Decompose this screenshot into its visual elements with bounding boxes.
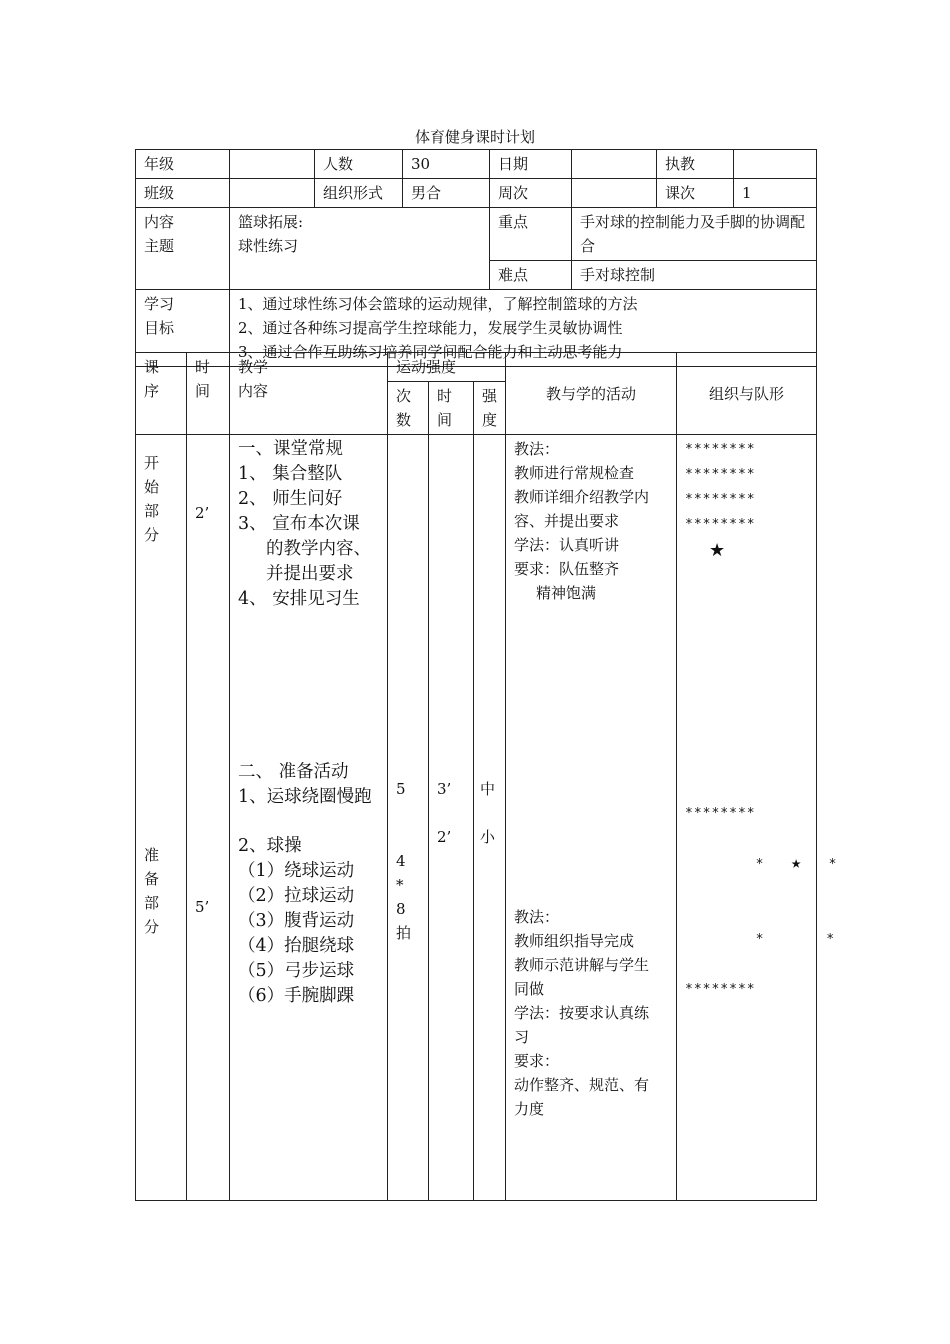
dur-header: 时 间 <box>429 382 474 435</box>
reps-value: * <box>396 876 404 894</box>
content2-item: 1、运球绕圈慢跑 <box>238 787 372 807</box>
formation1-row: ******** <box>685 517 756 532</box>
activity2-line: 教师组织指导完成 <box>514 932 635 950</box>
goal-item: 2、通过各种练习提高学生控球能力，发展学生灵敏协调性 <box>238 319 623 337</box>
time-header: 时 间 <box>187 353 230 435</box>
prep-section-char: 分 <box>144 918 160 936</box>
teacher-star-icon: ★ <box>790 853 803 873</box>
activity1-line: 学法：认真听讲 <box>514 536 620 554</box>
teacher-value <box>734 150 817 179</box>
difficulty-label: 难点 <box>490 261 572 290</box>
teacher-star-icon: ★ <box>709 540 726 561</box>
prep-time: 5’ <box>195 898 210 916</box>
formation2-row: ******** <box>685 982 756 997</box>
start-section-char: 分 <box>144 526 160 544</box>
start-section-char: 始 <box>144 478 160 496</box>
difficulty-value: 手对球控制 <box>572 261 817 290</box>
activity1-line: 精神饱满 <box>536 584 597 602</box>
formation1-row: ******** <box>685 467 756 482</box>
str-header: 强 度 <box>474 382 506 435</box>
start-section-char: 开 <box>144 454 160 472</box>
activity1-line: 要求：队伍整齐 <box>514 560 620 578</box>
reps-value: 4 <box>396 852 406 870</box>
activity1-line: 教师进行常规检查 <box>514 464 635 482</box>
activity-header: 教与学的活动 <box>506 353 677 435</box>
content1-item: 并提出要求 <box>266 564 354 584</box>
formation1-row: ******** <box>685 492 756 507</box>
org-value: 男合 <box>403 179 490 208</box>
goals-label: 学习 目标 <box>136 290 230 367</box>
count-value: 30 <box>403 150 490 179</box>
strength-value: 中 <box>480 780 496 798</box>
lesson-value: 1 <box>734 179 817 208</box>
activity2-line: 教师示范讲解与学生 <box>514 956 650 974</box>
start-section-char: 部 <box>144 502 160 520</box>
start-time: 2’ <box>195 504 210 522</box>
header-table <box>135 149 817 367</box>
content2-sub: （3）腹背运动 <box>238 911 355 931</box>
prep-section-char: 部 <box>144 894 160 912</box>
reps-cell <box>388 435 429 1201</box>
content-label: 内容 主题 <box>136 208 230 290</box>
formation2-star: * <box>755 857 765 872</box>
section-cell <box>136 435 187 1201</box>
topic-cell: 篮球拓展: 球性练习 <box>230 208 490 290</box>
grade-label: 年级 <box>136 150 230 179</box>
activity2-line: 力度 <box>514 1100 545 1118</box>
duration-cell <box>429 435 474 1201</box>
teacher-label: 执教 <box>657 150 734 179</box>
content1-item: 4、 安排见习生 <box>238 589 360 609</box>
activity2-line: 要求： <box>514 1052 560 1070</box>
week-label: 周次 <box>490 179 572 208</box>
activity2-line: 习 <box>514 1028 530 1046</box>
prep-section-char: 备 <box>144 870 160 888</box>
content2-heading: 二、 准备活动 <box>238 762 349 782</box>
reps-header: 次 数 <box>388 382 429 435</box>
org-label: 组织形式 <box>315 179 403 208</box>
formation1-row: ******** <box>685 442 756 457</box>
activity2-line: 同做 <box>514 980 545 998</box>
activity2-line: 学法：按要求认真练 <box>514 1004 650 1022</box>
week-value <box>572 179 657 208</box>
lesson-table <box>135 352 838 1201</box>
content2-sub: （1）绕球运动 <box>238 861 355 881</box>
activity-cell <box>506 435 677 1201</box>
formation2-star: * <box>755 932 765 947</box>
content1-item: 1、 集合整队 <box>238 464 343 484</box>
duration-value: 2’ <box>437 828 452 846</box>
date-label: 日期 <box>490 150 572 179</box>
date-value <box>572 150 657 179</box>
prep-section-char: 准 <box>144 846 160 864</box>
formation-header: 组织与队形 <box>677 353 817 435</box>
grade-value <box>230 150 315 179</box>
content2-sub: （5）弓步运球 <box>238 961 355 981</box>
page-title: 体育健身课时计划 <box>414 128 535 146</box>
content1-item: 2、 师生问好 <box>238 489 343 509</box>
lesson-label: 课次 <box>657 179 734 208</box>
activity1-line: 教师详细介绍教学内 <box>514 488 650 506</box>
teach-header: 教学 内容 <box>230 353 388 435</box>
formation2-row: ******** <box>685 806 756 821</box>
key-value: 手对球的控制能力及手脚的协调配合 <box>572 208 817 261</box>
class-value <box>230 179 315 208</box>
strength-cell <box>474 435 506 1201</box>
teach-content-cell <box>230 435 388 1201</box>
time-cell <box>187 435 230 1201</box>
strength-value: 小 <box>480 828 496 846</box>
seq-header: 课 序 <box>136 353 187 435</box>
key-label: 重点 <box>490 208 572 261</box>
duration-value: 3’ <box>437 780 452 798</box>
activity1-line: 教法： <box>514 440 560 458</box>
content2-sub: （6）手腕脚踝 <box>238 986 355 1006</box>
activity2-line: 动作整齐、规范、有 <box>514 1076 650 1094</box>
goal-item: 1、通过球性练习体会篮球的运动规律，了解控制篮球的方法 <box>238 295 638 313</box>
content2-sub: （4）抬腿绕球 <box>238 936 355 956</box>
goal-item: 3、通过合作互助练习培养同学间配合能力和主动思考能力 <box>238 343 623 361</box>
formation2-star: * <box>828 857 838 872</box>
content1-item: 的教学内容、 <box>266 539 371 559</box>
count-label: 人数 <box>315 150 403 179</box>
reps-value: 8 <box>396 900 406 918</box>
formation-cell <box>677 435 838 1201</box>
content2-item: 2、球操 <box>238 836 302 856</box>
content1-item: 3、 宣布本次课 <box>238 514 360 534</box>
formation2-star: * <box>826 932 836 947</box>
content1-heading: 一、课堂常规 <box>238 439 343 459</box>
activity1-line: 容、并提出要求 <box>514 512 620 530</box>
reps-value: 5 <box>396 780 406 798</box>
reps-value: 拍 <box>396 924 412 942</box>
content2-sub: （2）拉球运动 <box>238 886 355 906</box>
class-label: 班级 <box>136 179 230 208</box>
intensity-header: 运动强度 <box>388 353 506 382</box>
activity2-line: 教法： <box>514 908 560 926</box>
